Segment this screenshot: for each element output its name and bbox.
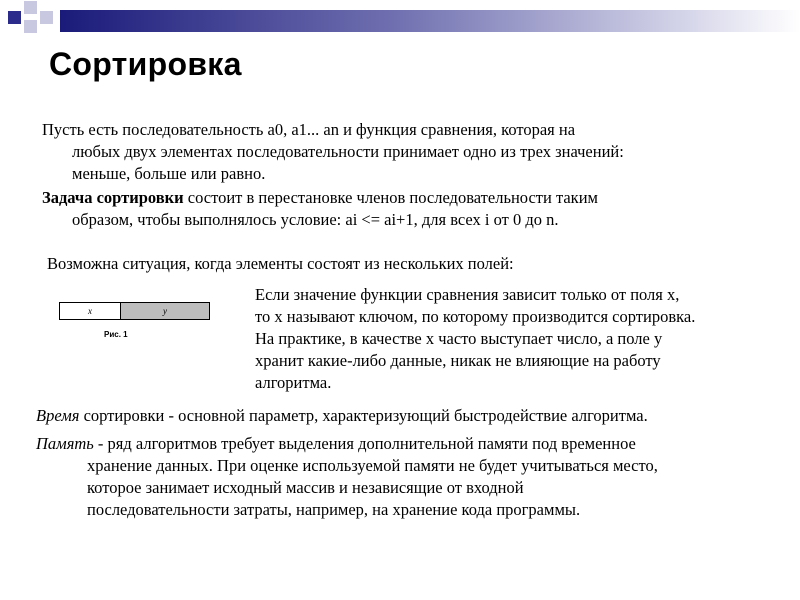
paragraph-memory [36, 433, 658, 521]
text-line: любых двух элементах последовательности принимает одно из трех значений: [72, 142, 624, 161]
paragraph-situation: Возможна ситуация, когда элементы состоят из нескольких полей: [47, 254, 514, 273]
header-gradient-band [60, 10, 800, 32]
paragraph-task [42, 187, 598, 231]
text-line: хранение данных. При оценке используемой памяти не будет учитываться место, [87, 456, 658, 475]
decor-square [40, 11, 53, 24]
text-line: то x называют ключом, по которому производится сортировка. [255, 307, 696, 326]
decor-square [24, 20, 37, 33]
decor-square [8, 11, 21, 24]
decor-square [24, 1, 37, 14]
paragraph-key [255, 284, 695, 394]
italic-term: Память [36, 434, 94, 453]
italic-term: Время [36, 406, 80, 425]
text-line: образом, чтобы выполнялось условие: ai <= ai+1, для всех i от 0 до n. [72, 210, 559, 229]
figure-caption: Рис. 1 [104, 330, 128, 339]
paragraph-definition [42, 119, 624, 185]
text-line: алгоритма. [255, 373, 332, 392]
slide-header-bar [0, 0, 800, 36]
text-run: состоит в перестановке членов последовательности таким [183, 188, 598, 207]
text-line: последовательности затраты, например, на хранение кода программы. [87, 500, 581, 519]
text-line: Если значение функции сравнения зависит только от поля x, [255, 285, 680, 304]
paragraph-time [36, 405, 648, 427]
record-figure [59, 302, 209, 320]
field-y-cell: y [120, 302, 210, 320]
text-line: На практике, в качестве x часто выступает число, а поле y [255, 329, 663, 348]
slide-title: Сортировка [49, 46, 242, 82]
text-line: которое занимает исходный массив и независящие от входной [87, 478, 524, 497]
field-x-cell: x [59, 302, 121, 320]
text-line [36, 433, 658, 455]
text-run: - ряд алгоритмов требует выделения дополнительной памяти под временное [93, 434, 636, 453]
text-line: меньше, больше или равно. [72, 164, 266, 183]
bold-term: Задача сортировки [42, 188, 184, 207]
text-line: хранит какие-либо данные, никак не влияющие на работу [255, 351, 661, 370]
text-run: сортировки - основной параметр, характеризующий быстродействие алгоритма. [79, 406, 648, 425]
text-line [42, 187, 598, 209]
text-line: Пусть есть последовательность a0, a1... an и функция сравнения, которая на [42, 120, 576, 139]
